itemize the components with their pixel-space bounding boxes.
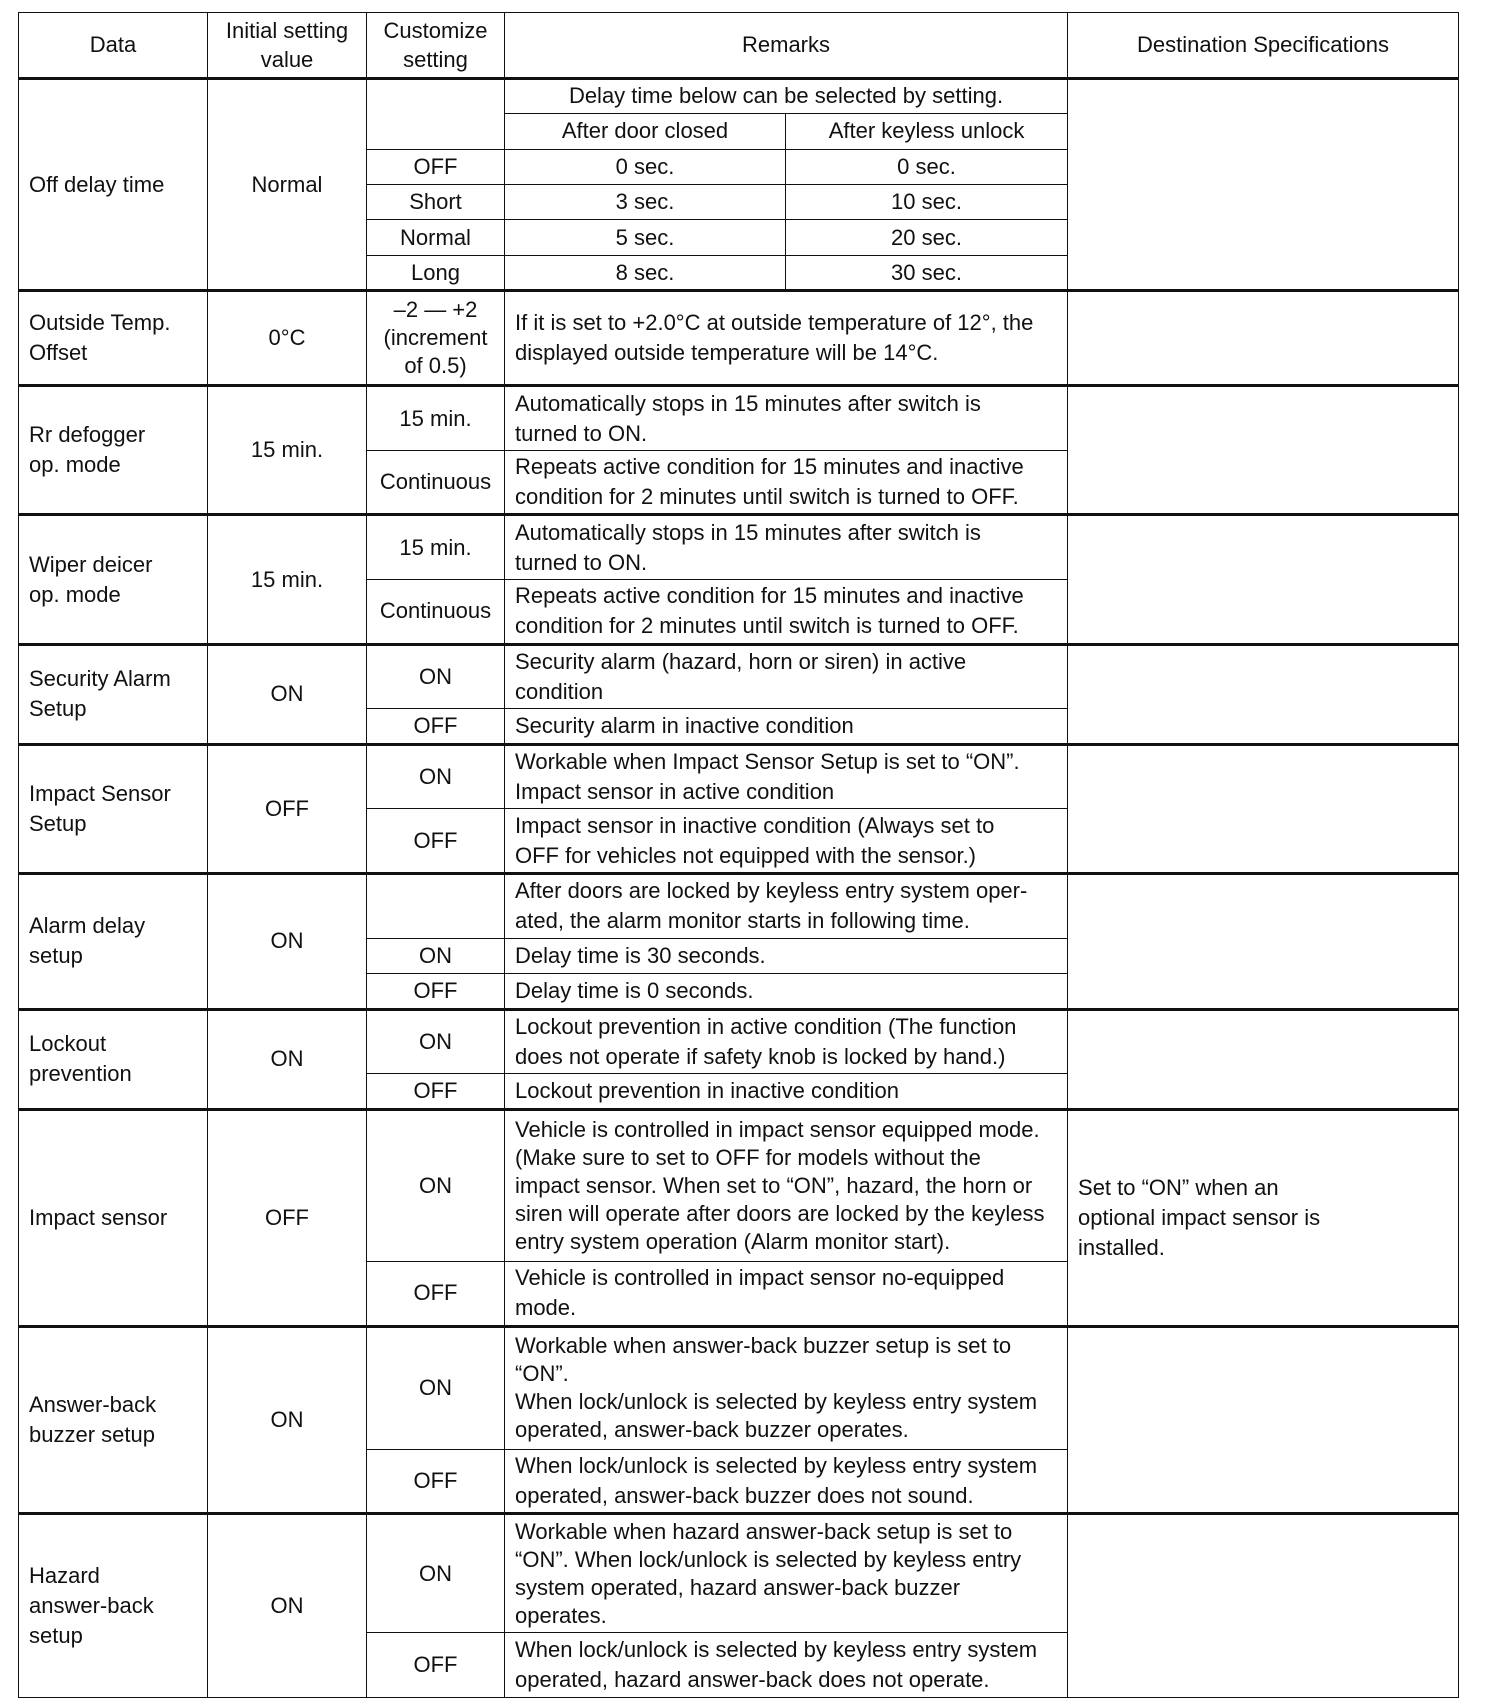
- wiper-deicer-row: [19, 515, 1459, 580]
- impact-sensor-name: Impact sensor: [19, 1109, 208, 1326]
- off-delay-keyless-value: 30 sec.: [786, 255, 1068, 290]
- impact-sensor-setup-initial: OFF: [208, 744, 367, 873]
- off-delay-door-value: 3 sec.: [505, 185, 786, 220]
- off-delay-keyless-value: 20 sec.: [786, 220, 1068, 255]
- rr-defogger-destination: [1068, 386, 1459, 515]
- wiper-deicer-destination: [1068, 515, 1459, 644]
- wiper-deicer-remark: Repeats active condition for 15 minutes and inactive condition for 2 minutes until switch is turned to OFF.: [505, 580, 1068, 645]
- alarm-delay-setting-blank: [367, 874, 505, 939]
- alarm-delay-intro: After doors are locked by keyless entry system oper- ated, the alarm monitor starts in following time.: [505, 874, 1068, 939]
- alarm-delay-setting: ON: [367, 938, 505, 973]
- impact-sensor-setup-setting: ON: [367, 744, 505, 809]
- answer-back-buzzer-name: Answer-back buzzer setup: [19, 1326, 208, 1514]
- rr-defogger-remark: Repeats active condition for 15 minutes and inactive condition for 2 minutes until switch is turned to OFF.: [505, 450, 1068, 515]
- hazard-answer-back-name: Hazard answer-back setup: [19, 1514, 208, 1698]
- security-alarm-setting: OFF: [367, 709, 505, 744]
- header-customize: Customize setting: [367, 13, 505, 79]
- rr-defogger-remark: Automatically stops in 15 minutes after switch is turned to ON.: [505, 386, 1068, 451]
- off-delay-setting: Short: [367, 185, 505, 220]
- off-delay-keyless-value: 0 sec.: [786, 149, 1068, 184]
- off-delay-col-keyless: After keyless unlock: [786, 114, 1068, 149]
- security-alarm-name: Security Alarm Setup: [19, 644, 208, 744]
- off-delay-setting: OFF: [367, 149, 505, 184]
- off-delay-initial: Normal: [208, 78, 367, 291]
- lockout-initial: ON: [208, 1009, 367, 1109]
- lockout-setting: OFF: [367, 1074, 505, 1109]
- answer-back-buzzer-setting: ON: [367, 1326, 505, 1449]
- customize-settings-table: [18, 12, 1459, 1698]
- wiper-deicer-setting: 15 min.: [367, 515, 505, 580]
- impact-sensor-destination: Set to “ON” when an optional impact sensor is installed.: [1068, 1109, 1459, 1326]
- rr-defogger-name: Rr defogger op. mode: [19, 386, 208, 515]
- off-delay-door-value: 8 sec.: [505, 255, 786, 290]
- hazard-answer-back-remark: Workable when hazard answer-back setup is set to “ON”. When lock/unlock is selected by keyless entry system operated, hazard answer-back buzzer operates.: [505, 1514, 1068, 1633]
- wiper-deicer-remark: Automatically stops in 15 minutes after switch is turned to ON.: [505, 515, 1068, 580]
- impact-sensor-setup-setting: OFF: [367, 809, 505, 874]
- lockout-name: Lockout prevention: [19, 1009, 208, 1109]
- off-delay-setting: Long: [367, 255, 505, 290]
- wiper-deicer-setting: Continuous: [367, 580, 505, 645]
- impact-sensor-setup-destination: [1068, 744, 1459, 873]
- security-alarm-row: [19, 644, 1459, 709]
- answer-back-buzzer-row: [19, 1326, 1459, 1449]
- rr-defogger-row: [19, 386, 1459, 451]
- header-remarks: Remarks: [505, 13, 1068, 79]
- outside-temp-remark: If it is set to +2.0°C at outside temperature of 12°, the displayed outside temperature will be 14°C.: [505, 291, 1068, 386]
- off-delay-row: [19, 78, 1459, 113]
- hazard-answer-back-setting: OFF: [367, 1633, 505, 1698]
- off-delay-destination: [1068, 78, 1459, 291]
- wiper-deicer-initial: 15 min.: [208, 515, 367, 644]
- rr-defogger-setting: 15 min.: [367, 386, 505, 451]
- off-delay-name: Off delay time: [19, 78, 208, 291]
- outside-temp-setting: –2 — +2 (increment of 0.5): [367, 291, 505, 386]
- impact-sensor-setup-name: Impact Sensor Setup: [19, 744, 208, 873]
- wiper-deicer-name: Wiper deicer op. mode: [19, 515, 208, 644]
- alarm-delay-row: [19, 874, 1459, 939]
- alarm-delay-setting: OFF: [367, 974, 505, 1009]
- off-delay-door-value: 5 sec.: [505, 220, 786, 255]
- impact-sensor-setup-remark: Impact sensor in inactive condition (Always set to OFF for vehicles not equipped with the sensor.): [505, 809, 1068, 874]
- hazard-answer-back-destination: [1068, 1514, 1459, 1698]
- rr-defogger-initial: 15 min.: [208, 386, 367, 515]
- security-alarm-destination: [1068, 644, 1459, 744]
- outside-temp-destination: [1068, 291, 1459, 386]
- off-delay-setting: Normal: [367, 220, 505, 255]
- off-delay-setting-blank-2: [367, 114, 505, 149]
- lockout-destination: [1068, 1009, 1459, 1109]
- lockout-remark: Lockout prevention in inactive condition: [505, 1074, 1068, 1109]
- impact-sensor-remark: Vehicle is controlled in impact sensor no-equipped mode.: [505, 1261, 1068, 1326]
- security-alarm-remark: Security alarm (hazard, horn or siren) in active condition: [505, 644, 1068, 709]
- off-delay-setting-blank: [367, 78, 505, 113]
- header-destination: Destination Specifications: [1068, 13, 1459, 79]
- answer-back-buzzer-destination: [1068, 1326, 1459, 1514]
- off-delay-keyless-value: 10 sec.: [786, 185, 1068, 220]
- hazard-answer-back-row: [19, 1514, 1459, 1633]
- impact-sensor-setting: ON: [367, 1109, 505, 1261]
- impact-sensor-remark: Vehicle is controlled in impact sensor equipped mode. (Make sure to set to OFF for models without the impact sensor. When set to “ON”, hazard, the horn or siren will operate after doors are locked by the keyless entry system operation (Alarm monitor start).: [505, 1109, 1068, 1261]
- alarm-delay-remark: Delay time is 30 seconds.: [505, 938, 1068, 973]
- security-alarm-setting: ON: [367, 644, 505, 709]
- alarm-delay-initial: ON: [208, 874, 367, 1010]
- outside-temp-row: [19, 291, 1459, 386]
- hazard-answer-back-remark: When lock/unlock is selected by keyless entry system operated, hazard answer-back does not operate.: [505, 1633, 1068, 1698]
- lockout-remark: Lockout prevention in active condition (The function does not operate if safety knob is locked by hand.): [505, 1009, 1068, 1074]
- alarm-delay-destination: [1068, 874, 1459, 1010]
- off-delay-intro: Delay time below can be selected by setting.: [505, 78, 1068, 113]
- alarm-delay-remark: Delay time is 0 seconds.: [505, 974, 1068, 1009]
- header-initial: Initial setting value: [208, 13, 367, 79]
- answer-back-buzzer-setting: OFF: [367, 1449, 505, 1514]
- security-alarm-initial: ON: [208, 644, 367, 744]
- impact-sensor-setting: OFF: [367, 1261, 505, 1326]
- answer-back-buzzer-remark: Workable when answer-back buzzer setup is set to “ON”. When lock/unlock is selected by keyless entry system operated, answer-back buzzer operates.: [505, 1326, 1068, 1449]
- header-data: Data: [19, 13, 208, 79]
- off-delay-col-door: After door closed: [505, 114, 786, 149]
- hazard-answer-back-initial: ON: [208, 1514, 367, 1698]
- alarm-delay-name: Alarm delay setup: [19, 874, 208, 1010]
- answer-back-buzzer-remark: When lock/unlock is selected by keyless entry system operated, answer-back buzzer does not sound.: [505, 1449, 1068, 1514]
- hazard-answer-back-setting: ON: [367, 1514, 505, 1633]
- lockout-setting: ON: [367, 1009, 505, 1074]
- impact-sensor-setup-remark: Workable when Impact Sensor Setup is set to “ON”. Impact sensor in active condition: [505, 744, 1068, 809]
- answer-back-buzzer-initial: ON: [208, 1326, 367, 1514]
- outside-temp-initial: 0°C: [208, 291, 367, 386]
- header-row: [19, 13, 1459, 79]
- security-alarm-remark: Security alarm in inactive condition: [505, 709, 1068, 744]
- impact-sensor-setup-row: [19, 744, 1459, 809]
- rr-defogger-setting: Continuous: [367, 450, 505, 515]
- lockout-row: [19, 1009, 1459, 1074]
- outside-temp-name: Outside Temp. Offset: [19, 291, 208, 386]
- off-delay-door-value: 0 sec.: [505, 149, 786, 184]
- impact-sensor-initial: OFF: [208, 1109, 367, 1326]
- impact-sensor-row: [19, 1109, 1459, 1261]
